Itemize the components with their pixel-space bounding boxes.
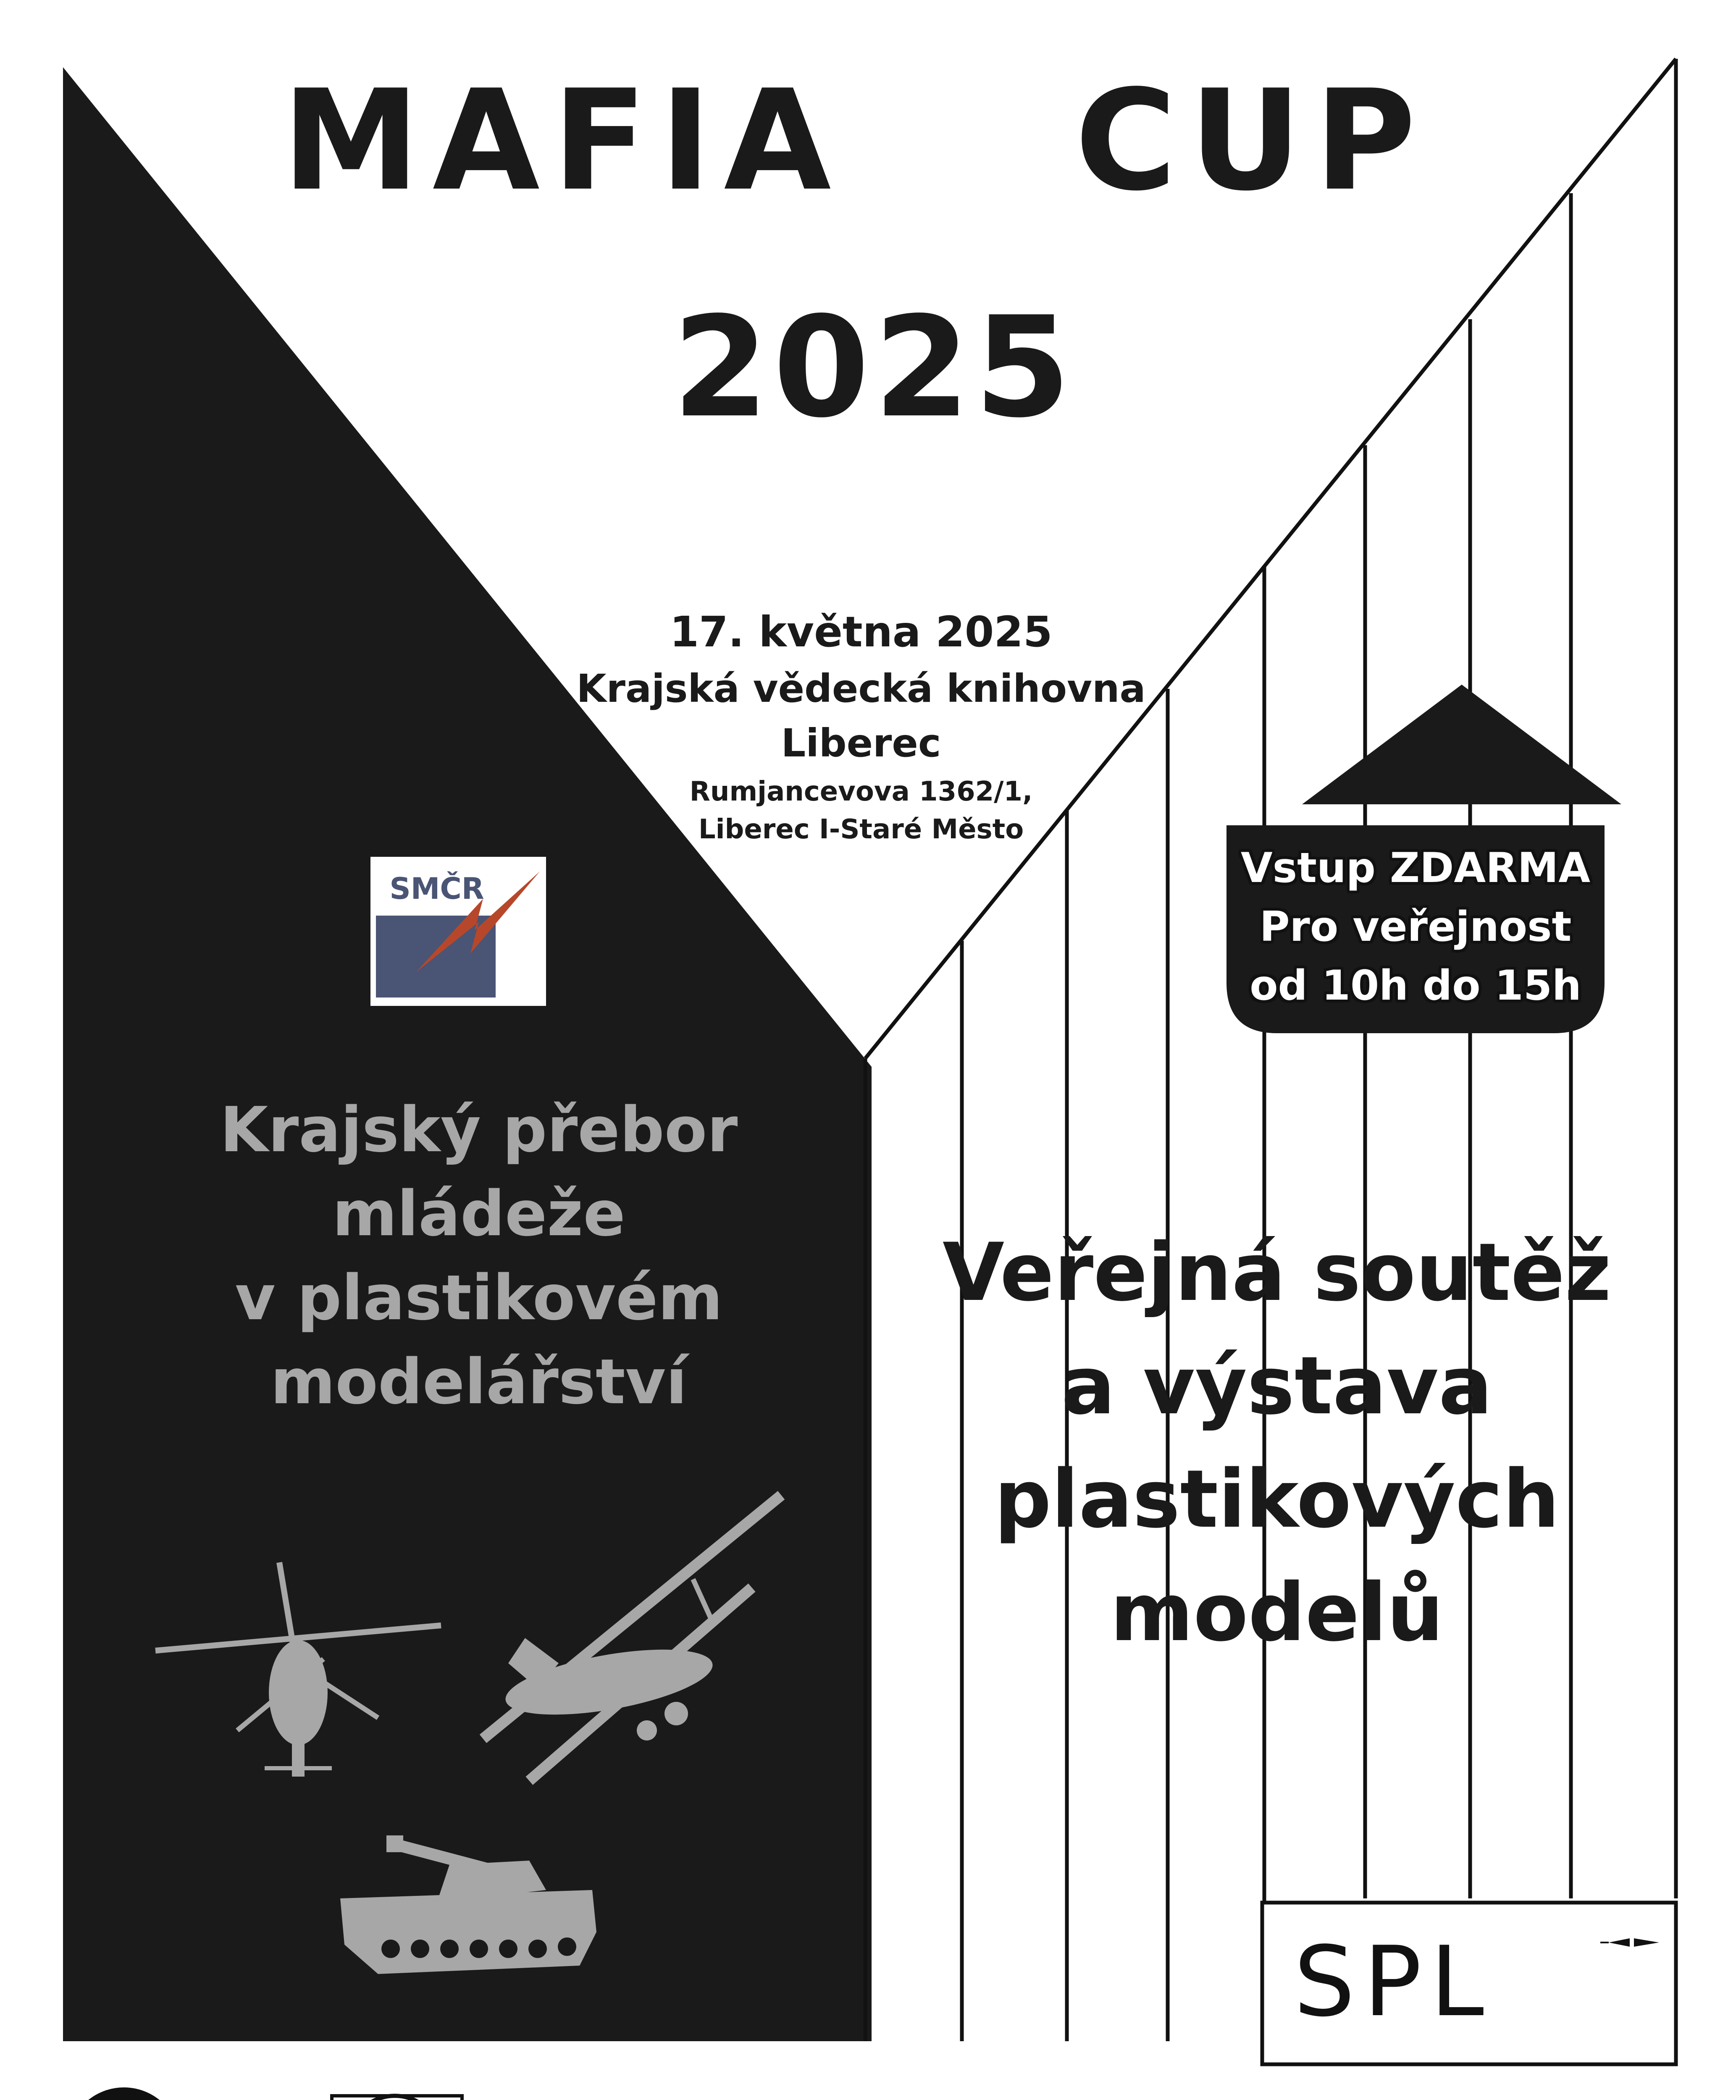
title-year: 2025 [672, 287, 1075, 448]
admission-line2: Pro veřejnost [1259, 903, 1572, 951]
title-line1: MAFIA [282, 60, 844, 221]
event-address-line2: Liberec I-Staré Město [698, 814, 1024, 845]
right-heading-line4: modelů [1110, 1566, 1444, 1659]
left-heading-line3: v plastikovém [235, 1262, 723, 1334]
legion-emblem [332, 2096, 462, 2100]
admission-line1: Vstup ZDARMA [1240, 844, 1591, 892]
event-city: Liberec [781, 721, 941, 766]
left-heading-line4: modelářství [271, 1346, 687, 1418]
left-heading-line2: mládeže [332, 1178, 625, 1250]
roof-triangle [1302, 685, 1621, 804]
right-heading-line3: plastikových [994, 1453, 1560, 1546]
right-heading-line2: a výstava [1061, 1339, 1493, 1432]
event-address-line1: Rumjancevova 1362/1, [689, 776, 1033, 807]
title-line2: CUP [1074, 60, 1429, 221]
spl-logo-text: SPL [1294, 1926, 1492, 2038]
left-heading-line1: Krajský přebor [220, 1094, 738, 1166]
smcr-logo-text: SMČR [389, 872, 484, 906]
event-date: 17. května 2025 [670, 607, 1053, 656]
event-venue: Krajská vědecká knihovna [576, 666, 1146, 711]
right-heading-line1: Veřejná soutěž [943, 1226, 1611, 1319]
admission-line3: od 10h do 15h [1250, 962, 1581, 1010]
